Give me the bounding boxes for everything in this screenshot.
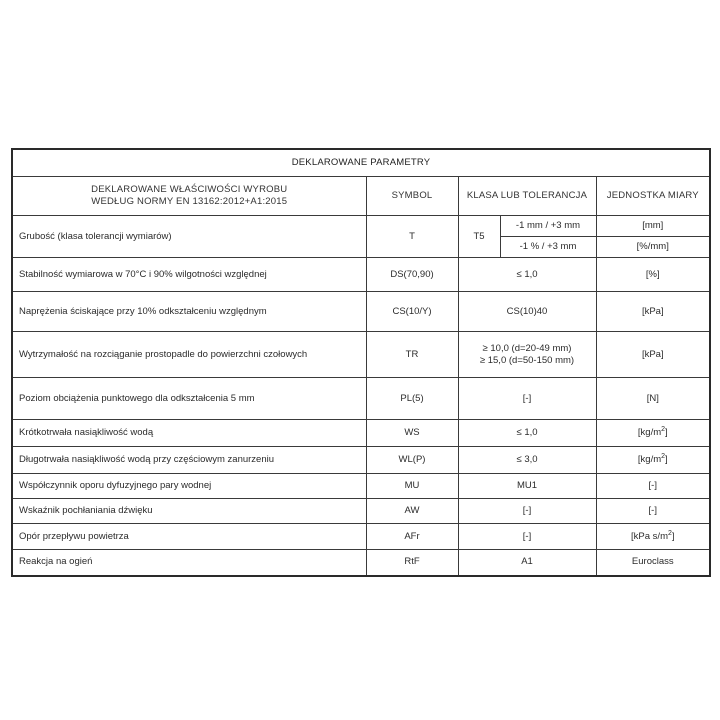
table-row	[12, 499, 710, 524]
row-unit: [kPa]	[596, 332, 710, 378]
row-class: [-]	[458, 524, 596, 550]
row-class	[458, 332, 596, 378]
row-unit: [%]	[596, 258, 710, 292]
row-class: ≤ 3,0	[458, 447, 596, 474]
title-row	[12, 149, 710, 177]
declared-parameters-table	[11, 148, 711, 577]
unit-superscript: 2	[661, 425, 666, 433]
row-name: Współczynnik oporu dyfuzyjnego pary wodnej	[12, 474, 366, 499]
row-unit-1: [mm]	[596, 216, 710, 237]
row-name: Długotrwała nasiąkliwość wodą przy częściowym zanurzeniu	[12, 447, 366, 474]
row-name: Stabilność wymiarowa w 70°C i 90% wilgotności względnej	[12, 258, 366, 292]
row-symbol: WL(P)	[366, 447, 458, 474]
unit-base: [kg/m	[637, 454, 662, 466]
row-symbol: CS(10/Y)	[366, 292, 458, 332]
row-unit: [N]	[596, 378, 710, 420]
unit-superscript: 2	[667, 529, 672, 537]
row-class-line1: ≥ 10,0 (d=20-49 mm)	[482, 342, 572, 354]
unit-end: ]	[665, 454, 668, 466]
row-symbol: MU	[366, 474, 458, 499]
table-row	[12, 474, 710, 499]
row-name: Wytrzymałość na rozciąganie prostopadle do powierzchni czołowych	[12, 332, 366, 378]
unit-superscript: 2	[661, 452, 666, 460]
row-name: Krótkotrwała nasiąkliwość wodą	[12, 420, 366, 447]
row-unit: Euroclass	[596, 550, 710, 576]
row-unit-2: [%/mm]	[596, 237, 710, 258]
row-class: [-]	[458, 499, 596, 524]
row-symbol: T	[366, 216, 458, 258]
parameters-sheet	[11, 148, 709, 577]
row-class: ≤ 1,0	[458, 420, 596, 447]
table-row	[12, 550, 710, 576]
row-symbol: WS	[366, 420, 458, 447]
row-class: CS(10)40	[458, 292, 596, 332]
unit-end: ]	[665, 427, 668, 439]
unit-end: ]	[671, 530, 675, 542]
header-property-line1: DEKLAROWANE WŁAŚCIWOŚCI WYROBU	[91, 184, 288, 196]
row-symbol: TR	[366, 332, 458, 378]
row-unit	[596, 447, 710, 474]
row-symbol: AFr	[366, 524, 458, 550]
table-row	[12, 258, 710, 292]
row-name: Reakcja na ogień	[12, 550, 366, 576]
header-property	[12, 177, 366, 216]
table-row	[12, 216, 710, 237]
row-class: A1	[458, 550, 596, 576]
row-tolerance-1: -1 mm / +3 mm	[500, 216, 596, 237]
row-name: Opór przepływu powietrza	[12, 524, 366, 550]
row-name: Grubość (klasa tolerancji wymiarów)	[12, 216, 366, 258]
row-symbol: PL(5)	[366, 378, 458, 420]
table-row	[12, 524, 710, 550]
row-class-line2: ≥ 15,0 (d=50-150 mm)	[479, 354, 575, 366]
row-class: ≤ 1,0	[458, 258, 596, 292]
table-row	[12, 332, 710, 378]
row-tolerance-2: -1 % / +3 mm	[500, 237, 596, 258]
row-class: T5	[458, 216, 500, 258]
table-row	[12, 447, 710, 474]
row-unit	[596, 524, 710, 550]
table-row	[12, 378, 710, 420]
row-name: Wskaźnik pochłaniania dźwięku	[12, 499, 366, 524]
table-title: DEKLAROWANE PARAMETRY	[12, 149, 710, 177]
row-unit: [-]	[596, 474, 710, 499]
row-unit	[596, 420, 710, 447]
row-class: MU1	[458, 474, 596, 499]
row-unit: [kPa]	[596, 292, 710, 332]
row-symbol: RtF	[366, 550, 458, 576]
row-name: Poziom obciążenia punktowego dla odkształcenia 5 mm	[12, 378, 366, 420]
row-class: [-]	[458, 378, 596, 420]
row-unit: [-]	[596, 499, 710, 524]
row-symbol: DS(70,90)	[366, 258, 458, 292]
header-class: KLASA LUB TOLERANCJA	[458, 177, 596, 216]
header-row	[12, 177, 710, 216]
table-row	[12, 420, 710, 447]
header-symbol: SYMBOL	[366, 177, 458, 216]
unit-base: [kg/m	[637, 427, 662, 439]
header-unit: JEDNOSTKA MIARY	[596, 177, 710, 216]
row-symbol: AW	[366, 499, 458, 524]
header-property-line2: WEDŁUG NORMY EN 13162:2012+A1:2015	[91, 196, 288, 207]
unit-base: [kPa s/m	[631, 530, 668, 542]
table-row	[12, 292, 710, 332]
row-name: Naprężenia ściskające przy 10% odkształceniu względnym	[12, 292, 366, 332]
